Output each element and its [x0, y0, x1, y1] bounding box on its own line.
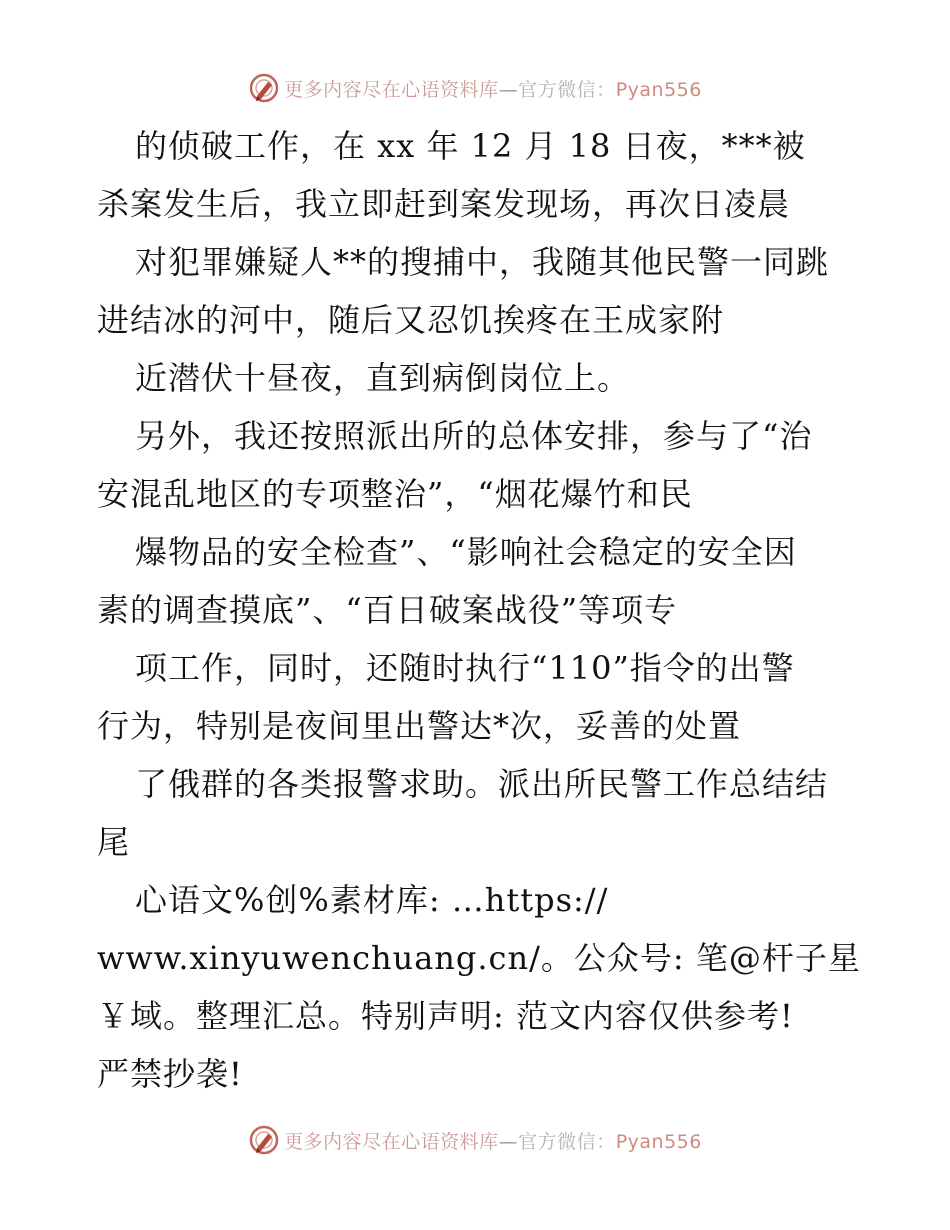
text-line: 杀案发生后，我立即赶到案发现场，再次日凌晨: [97, 185, 791, 223]
text-line: 尾: [97, 823, 131, 861]
text-line: 行为，特别是夜间里出警达*次，妥善的处置: [97, 707, 742, 745]
text-line: 近潜伏十昼夜，直到病倒岗位上。: [135, 359, 631, 397]
text-line: 爆物品的安全检查”、“影响社会稳定的安全因: [135, 533, 797, 571]
footer-watermark: [0, 1122, 950, 1158]
text-line: 的侦破工作，在 xx 年 12 月 18 日夜，***被: [135, 127, 806, 165]
text-line: 心语文%创%素材库: …https://: [135, 881, 609, 919]
watermark-text: 更多内容尽在心语资料库—官方微信：Pyan556: [284, 1130, 702, 1153]
text-line: 另外，我还按照派出所的总体安排，参与了“治: [135, 417, 813, 455]
text-line: www.xinyuwenchuang.cn/。公众号: 笔@杆子星: [97, 939, 861, 977]
text-line: 严禁抄袭!: [97, 1055, 243, 1093]
text-line: 素的调查摸底”、“百日破案战役”等项专: [97, 591, 678, 629]
text-line: 项工作，同时，还随时执行“110”指令的出警: [135, 649, 795, 687]
text-line: 对犯罪嫌疑人**的搜捕中，我随其他民警一同跳: [135, 243, 830, 281]
text-line: 安混乱地区的专项整治”，“烟花爆竹和民: [97, 475, 693, 513]
text-line: 了俄群的各类报警求助。派出所民警工作总结结: [135, 765, 829, 803]
watermark-text: 更多内容尽在心语资料库—官方微信：Pyan556: [284, 78, 702, 101]
text-line: ￥域。整理汇总。特别声明: 范文内容仅供参考!: [97, 997, 794, 1035]
pen-logo-icon: [248, 1124, 280, 1156]
text-line: 进结冰的河中，随后又忍饥挨疼在王成家附: [97, 301, 725, 339]
